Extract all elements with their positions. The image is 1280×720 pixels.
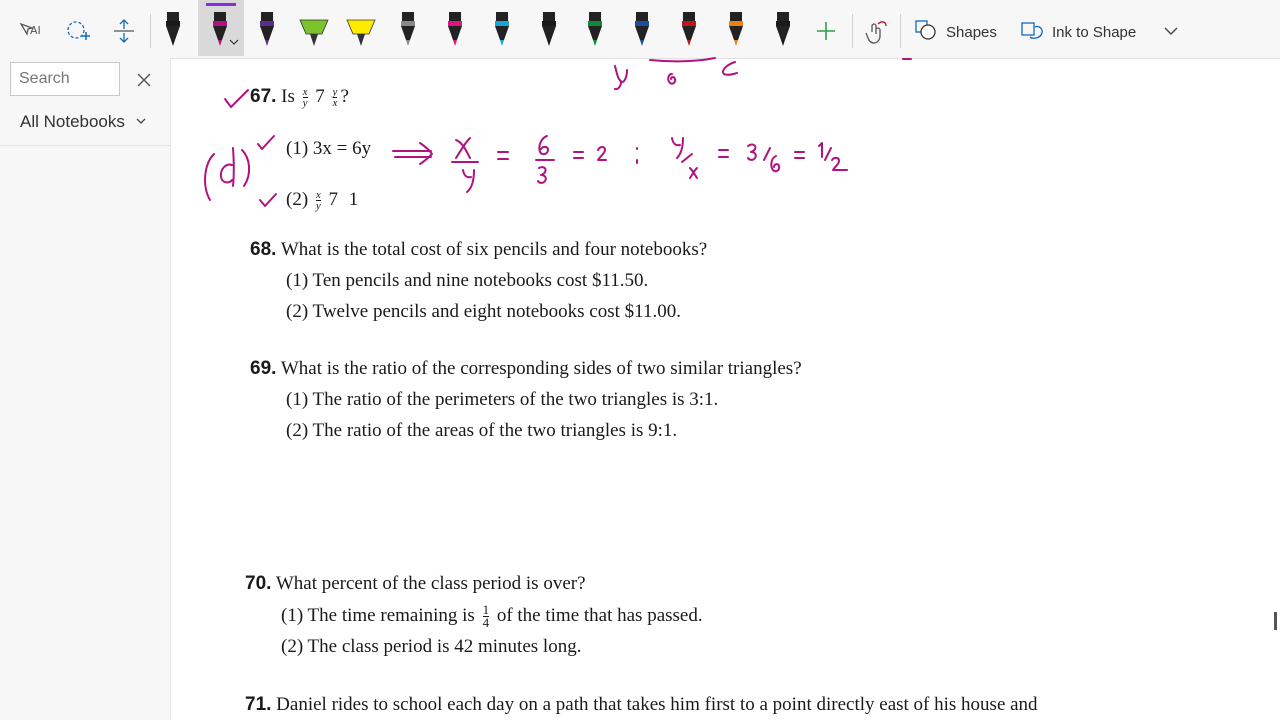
shapes-label: Shapes: [946, 23, 997, 41]
statement-label: (2): [286, 189, 309, 210]
question-number: 68.: [250, 239, 277, 260]
statement-69-2: (2) The ratio of the areas of the two triangles is 9:1.: [286, 420, 678, 441]
question-text: Is: [281, 86, 295, 107]
ink-stroke: [682, 154, 692, 162]
question-text: What is the ratio of the corresponding sides of two similar triangles?: [280, 358, 802, 379]
question-text: What percent of the class period is over?: [275, 573, 586, 594]
question-number: 70.: [245, 573, 272, 594]
statement-67-1: (1) 3x = 6y: [286, 138, 372, 159]
statement-text: of the time that has passed.: [496, 604, 703, 626]
ink-stroke: [819, 143, 822, 157]
comparator-symbol: 7: [315, 86, 325, 107]
check-mark: [225, 90, 248, 107]
ink-stroke: [748, 145, 756, 160]
ink-stroke: [668, 74, 675, 84]
magenta-pen-selected-icon[interactable]: [207, 8, 233, 48]
statement-68-1: (1) Ten pencils and nine notebooks cost $11.50.: [286, 270, 649, 291]
ink-stroke: [719, 150, 728, 157]
check-mark: [258, 136, 274, 149]
question-text: Daniel rides to school each day on a path that takes him first to a point directly east of his house and: [276, 694, 1038, 715]
statement-69-1: (1) The ratio of the perimeters of the two triangles is 3:1.: [286, 389, 719, 410]
fraction-x-over-y: $\frac{x}{y}$: [302, 86, 308, 110]
answer-d: [205, 154, 214, 200]
ink-stroke: [650, 58, 715, 61]
question-number: 71.: [245, 694, 272, 715]
check-mark: [260, 194, 276, 206]
ink-stroke: [795, 152, 804, 158]
ink-to-shape-label: Ink to Shape: [1052, 23, 1137, 41]
statement-text: (1) The time remaining is: [281, 604, 475, 626]
ink-stroke: [825, 148, 831, 160]
question-number: 67.: [250, 86, 277, 107]
ink-stroke: [456, 138, 470, 158]
arrow: [393, 143, 432, 164]
comparator-symbol: 7: [328, 189, 339, 210]
svg-text:AI: AI: [30, 24, 41, 37]
question-number: 69.: [250, 358, 277, 379]
fraction-y-over-x: $\frac{y}{x}$: [332, 86, 338, 110]
ink-stroke: [832, 158, 847, 170]
ink-stroke: [539, 136, 548, 154]
statement-70-2: (2) The class period is 42 minutes long.: [281, 636, 582, 657]
ink-stroke: [723, 62, 737, 75]
all-notebooks-label: All Notebooks: [20, 112, 125, 131]
ink-stroke: [598, 147, 606, 160]
fraction-x-over-y: $\frac{x}{y}$: [315, 189, 321, 213]
ink-stroke: [764, 148, 770, 160]
statement-value: 1: [348, 189, 359, 210]
question-mark: ?: [340, 86, 349, 107]
answer-d: [242, 150, 249, 186]
ink-stroke: [463, 170, 474, 192]
ink-stroke: [498, 152, 508, 159]
question-text: What is the total cost of six pencils and four notebooks?: [280, 239, 708, 260]
ink-stroke: [672, 138, 683, 158]
ink-stroke: [538, 167, 546, 183]
ink-stroke: [771, 156, 779, 171]
answer-d: [221, 148, 234, 186]
fraction-numerator: 1: [482, 602, 490, 617]
ink-stroke: [574, 152, 583, 158]
fraction-denominator: 4: [482, 615, 490, 630]
ink-stroke: [690, 168, 697, 178]
ink-stroke: [615, 66, 627, 89]
statement-68-2: (2) Twelve pencils and eight notebooks cost $11.00.: [286, 301, 681, 322]
